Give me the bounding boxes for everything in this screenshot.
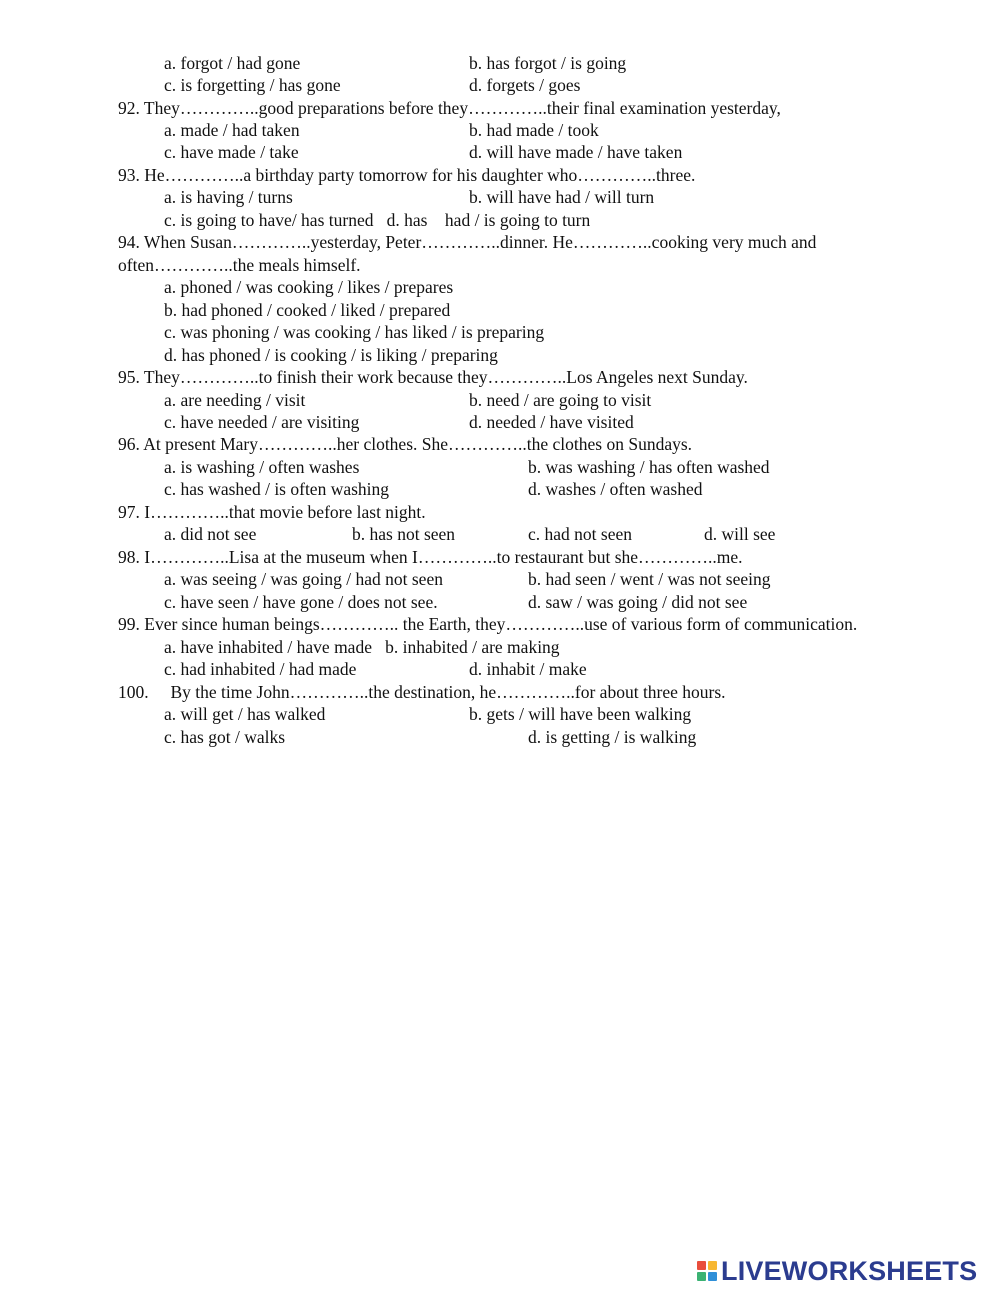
- question-96: 96. At present Mary…………..her clothes. She…………..the clothes on Sundays.: [118, 434, 693, 454]
- option-d-q96: d. washes / often washed: [528, 479, 703, 499]
- option-d-q100: d. is getting / is walking: [528, 727, 697, 747]
- option-d-q97: d. will see: [704, 524, 776, 544]
- logo-blocks-icon: [697, 1261, 717, 1281]
- question-98: 98. I…………..Lisa at the museum when I…………..to restaurant but she…………..me.: [118, 547, 743, 567]
- option-a-q92: a. made / had taken: [164, 120, 300, 140]
- question-94-cont: often…………..the meals himself.: [118, 255, 361, 275]
- option-d-q92: d. will have made / have taken: [469, 142, 683, 162]
- option-a-q94: a. phoned / was cooking / likes / prepares: [164, 277, 454, 297]
- question-97: 97. I…………..that movie before last night.: [118, 502, 426, 522]
- liveworksheets-logo: [697, 1254, 977, 1288]
- question-99: 99. Ever since human beings………….. the Earth, they…………..use of various form of communication.: [118, 614, 858, 634]
- option-d-q94: d. has phoned / is cooking / is liking / preparing: [164, 345, 498, 365]
- option-b-q95: b. need / are going to visit: [469, 390, 652, 410]
- option-b-q97: b. has not seen: [352, 524, 456, 544]
- option-ab-q99: a. have inhabited / have made b. inhabited / are making: [164, 637, 560, 657]
- logo-block: [697, 1261, 706, 1270]
- question-100: 100. By the time John…………..the destination, he…………..for about three hours.: [118, 682, 726, 702]
- logo-wordmark: LIVEWORKSHEETS: [721, 1255, 978, 1286]
- option-a-q98: a. was seeing / was going / had not seen: [164, 569, 443, 589]
- question-93: 93. He…………..a birthday party tomorrow for his daughter who…………..three.: [118, 165, 696, 185]
- option-c-q98: c. have seen / have gone / does not see.: [164, 592, 438, 612]
- option-c-q99: c. had inhabited / had made: [164, 659, 357, 679]
- option-b-q93: b. will have had / will turn: [469, 187, 655, 207]
- option-a-q93: a. is having / turns: [164, 187, 293, 207]
- option-c-q94: c. was phoning / was cooking / has liked / is preparing: [164, 322, 545, 342]
- option-d-q95: d. needed / have visited: [469, 412, 634, 432]
- logo-block: [708, 1261, 717, 1270]
- option-a-q96: a. is washing / often washes: [164, 457, 360, 477]
- option-d-q98: d. saw / was going / did not see: [528, 592, 748, 612]
- option-d-q99: d. inhabit / make: [469, 659, 587, 679]
- logo-block: [697, 1272, 706, 1281]
- option-c-q95: c. have needed / are visiting: [164, 412, 360, 432]
- option-b-q98: b. had seen / went / was not seeing: [528, 569, 771, 589]
- option-b-q100: b. gets / will have been walking: [469, 704, 692, 724]
- option-c-q91: c. is forgetting / has gone: [164, 75, 341, 95]
- option-d-q91: d. forgets / goes: [469, 75, 581, 95]
- option-a-q97: a. did not see: [164, 524, 257, 544]
- question-92: 92. They…………..good preparations before they…………..their final examination yesterday,: [118, 98, 781, 118]
- option-a-q95: a. are needing / visit: [164, 390, 306, 410]
- option-b-q91: b. has forgot / is going: [469, 53, 627, 73]
- option-c-q100: c. has got / walks: [164, 727, 286, 747]
- question-94: 94. When Susan…………..yesterday, Peter…………..dinner. He…………..cooking very much and: [118, 232, 817, 252]
- option-c-q97: c. had not seen: [528, 524, 632, 544]
- option-b-q92: b. had made / took: [469, 120, 599, 140]
- option-b-q94: b. had phoned / cooked / liked / prepared: [164, 300, 451, 320]
- option-b-q96: b. was washing / has often washed: [528, 457, 770, 477]
- option-cd-q93: c. is going to have/ has turned d. has had / is going to turn: [164, 210, 591, 230]
- option-c-q92: c. have made / take: [164, 142, 299, 162]
- logo-block: [708, 1272, 717, 1281]
- question-95: 95. They…………..to finish their work because they…………..Los Angeles next Sunday.: [118, 367, 748, 387]
- option-a-q100: a. will get / has walked: [164, 704, 326, 724]
- option-a-q91: a. forgot / had gone: [164, 53, 301, 73]
- option-c-q96: c. has washed / is often washing: [164, 479, 390, 499]
